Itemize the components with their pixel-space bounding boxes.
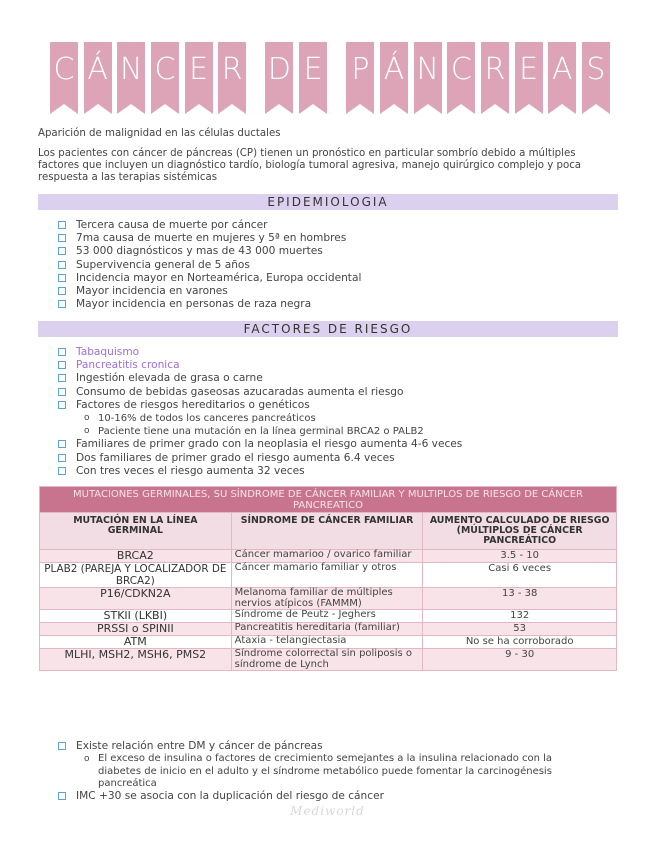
list-item-text: Dos familiares de primer grado el riesgo aumenta 6.4 veces (76, 451, 395, 464)
list-item-text: Familiares de primer grado con la neoplasia el riesgo aumenta 4-6 veces (76, 438, 463, 451)
mutations-table (39, 486, 617, 671)
list-item (58, 399, 462, 412)
title-flag (185, 42, 213, 114)
table-title: MUTACIONES GERMINALES, SU SÍNDROME DE CÁNCER FAMILIAR Y MULTIPLOS DE RIESGO DE CÁNCER PANCREATICO (40, 487, 617, 513)
table-cell: No se ha corroborado (423, 636, 617, 649)
title-flag (447, 42, 475, 114)
list-item-text: Mayor incidencia en varones (76, 285, 228, 298)
title-letter: P (351, 52, 370, 87)
title-flag (481, 42, 509, 114)
list-item-text: Factores de riesgos hereditarios o genéticos (76, 398, 310, 411)
list-item-text: Existe relación entre DM y cáncer de páncreas (76, 740, 323, 752)
bullet-icon: o (84, 413, 90, 424)
checkbox-icon (58, 792, 66, 800)
title-letter: C (53, 52, 75, 87)
title-letter: A (551, 52, 573, 87)
title-letter: Á (87, 52, 108, 87)
table-row (40, 649, 617, 671)
title-flag (84, 42, 112, 114)
title-letter: R (221, 52, 243, 87)
title-letter: N (416, 52, 439, 87)
table-cell: 3.5 - 10 (423, 550, 617, 563)
list-item-text: Supervivencia general de 5 años (76, 258, 250, 271)
factores-list (58, 346, 462, 478)
list-item-text: IMC +30 se asocia con la duplicación del riesgo de cáncer (76, 790, 384, 803)
table-cell: P16/CDKN2A (40, 588, 232, 610)
table-cell: Cáncer mamario familiar y otros (231, 563, 423, 588)
checkbox-icon (58, 742, 66, 750)
checkbox-icon (58, 388, 66, 396)
table-cell: Pancreatitis hereditaria (familiar) (231, 623, 423, 636)
table-header-row (40, 513, 617, 550)
table-cell: Síndrome de Peutz - Jeghers (231, 610, 423, 623)
table-row (40, 550, 617, 563)
title-flag (346, 42, 374, 114)
title-flag (151, 42, 179, 114)
list-item-text: Tercera causa de muerte por cáncer (76, 219, 268, 231)
title-flag (414, 42, 442, 114)
checkbox-icon (58, 401, 66, 409)
title-letter: Á (383, 52, 405, 87)
list-item (58, 298, 361, 311)
list-item (58, 346, 462, 359)
checkbox-icon (58, 454, 66, 462)
table-cell: 132 (423, 610, 617, 623)
list-item-text: Ingestión elevada de grasa o carne (76, 372, 263, 385)
list-item (58, 285, 361, 298)
bullet-icon: o (84, 754, 90, 765)
title-letter: D (267, 52, 292, 87)
sub-list-item (58, 753, 598, 790)
list-item (58, 359, 462, 372)
sub-list-item (58, 412, 462, 425)
table-cell: PLAB2 (PAREJA Y LOCALIZADOR DE BRCA2) (40, 563, 232, 588)
table-cell: PRSSI o SPINII (40, 623, 232, 636)
list-item (58, 259, 361, 272)
table-cell: STKII (LKBI) (40, 610, 232, 623)
table-row (40, 623, 617, 636)
checkbox-icon (58, 234, 66, 242)
list-item-text: Tabaquismo (76, 346, 140, 358)
table-header: SÍNDROME DE CÁNCER FAMILIAR (231, 513, 423, 550)
list-item-text: Paciente tiene una mutación en la línea germinal BRCA2 o PALB2 (98, 426, 424, 438)
title-flag (299, 42, 327, 114)
title-letter: C (154, 52, 176, 87)
checkbox-icon (58, 467, 66, 475)
title-gap (252, 42, 260, 114)
section-heading-factores: FACTORES DE RIESGO (38, 321, 618, 337)
title-letter: R (484, 52, 506, 87)
table-cell: MLHI, MSH2, MSH6, PMS2 (40, 649, 232, 671)
title-letter: N (120, 52, 143, 87)
list-item-text: El exceso de insulina o factores de crecimiento semejantes a la insulina relacionado con la diabetes de inicio en el adulto y el síndrome metabólico puede fomentar la carcinogénesis pancreática (98, 753, 553, 790)
title-letter: C (450, 52, 472, 87)
list-item-text: Mayor incidencia en personas de raza negra (76, 298, 312, 311)
checkbox-icon (58, 287, 66, 295)
list-item (58, 740, 598, 753)
table-cell: Casi 6 veces (423, 563, 617, 588)
table-header: MUTACIÓN EN LA LÍNEA GERMINAL (40, 513, 232, 550)
list-item-text: 10-16% de todos los canceres pancreáticos (98, 413, 316, 425)
table-header: AUMENTO CALCULADO DE RIESGO (MÚLTIPLOS DE CÁNCER PANCREÁTICO (423, 513, 617, 550)
list-item (58, 438, 462, 451)
title-letter: E (519, 52, 539, 87)
title-letter: E (189, 52, 209, 87)
checkbox-icon (58, 221, 66, 229)
list-item (58, 372, 462, 385)
title-flag (582, 42, 610, 114)
title-letter: E (303, 52, 323, 87)
list-item-text: Consumo de bebidas gaseosas azucaradas aumenta el riesgo (76, 385, 404, 398)
checkbox-icon (58, 300, 66, 308)
table-title-row (40, 487, 617, 513)
table-cell: 9 - 30 (423, 649, 617, 671)
checkbox-icon (58, 261, 66, 269)
list-item (58, 386, 462, 399)
list-item-text: Incidencia mayor en Norteamérica, Europa occidental (76, 271, 362, 284)
title-flag (548, 42, 576, 114)
table-cell: ATM (40, 636, 232, 649)
section-heading-epidemiologia: EPIDEMIOLOGIA (38, 194, 618, 210)
table-cell: Cáncer mamarioo / ovarico familiar (231, 550, 423, 563)
title-gap (333, 42, 341, 114)
table-row (40, 588, 617, 610)
list-item (58, 465, 462, 478)
title-flag (265, 42, 293, 114)
title-flag (380, 42, 408, 114)
list-item (58, 272, 361, 285)
list-item (58, 790, 598, 803)
table-cell: Melanoma familiar de múltiples nervios atípicos (FAMMM) (231, 588, 423, 610)
title-flag (50, 42, 78, 114)
table-row (40, 636, 617, 649)
bullet-icon: o (84, 426, 90, 437)
table-cell: 13 - 38 (423, 588, 617, 610)
title-banner (50, 42, 610, 116)
title-flag (515, 42, 543, 114)
checkbox-icon (58, 348, 66, 356)
list-item-text: 7ma causa de muerte en mujeres y 5ª en hombres (76, 232, 347, 245)
intro-paragraph: Los pacientes con cáncer de páncreas (CP) tienen un pronóstico en particular sombrío debido a múltiples factores que incluyen un diagnóstico tardío, biología tumoral agresiva, manejo quirúrgico complejo y poca respuesta a las terapias sistémicas (38, 148, 582, 183)
title-letter: S (586, 52, 606, 87)
list-item (58, 219, 361, 232)
checkbox-icon (58, 274, 66, 282)
bottom-list (58, 740, 598, 804)
sub-list-item (58, 425, 462, 438)
title-flag (117, 42, 145, 114)
title-flag (218, 42, 246, 114)
list-item-text: 53 000 diagnósticos y mas de 43 000 muertes (76, 245, 323, 258)
epidemiologia-list (58, 219, 361, 311)
table-cell: 53 (423, 623, 617, 636)
checkbox-icon (58, 361, 66, 369)
table-cell: Síndrome colorrectal sin poliposis o síndrome de Lynch (231, 649, 423, 671)
table-cell: BRCA2 (40, 550, 232, 563)
list-item-text: Pancreatitis cronica (76, 359, 180, 372)
list-item-text: Con tres veces el riesgo aumenta 32 veces (76, 464, 305, 477)
checkbox-icon (58, 247, 66, 255)
table-row (40, 610, 617, 623)
list-item (58, 452, 462, 465)
checkbox-icon (58, 440, 66, 448)
list-item (58, 245, 361, 258)
table-cell: Ataxia - telangiectasia (231, 636, 423, 649)
footer-watermark: Mediworld (290, 804, 365, 818)
table-row (40, 563, 617, 588)
checkbox-icon (58, 374, 66, 382)
intro-line: Aparición de malignidad en las células ductales (38, 128, 281, 139)
list-item (58, 232, 361, 245)
